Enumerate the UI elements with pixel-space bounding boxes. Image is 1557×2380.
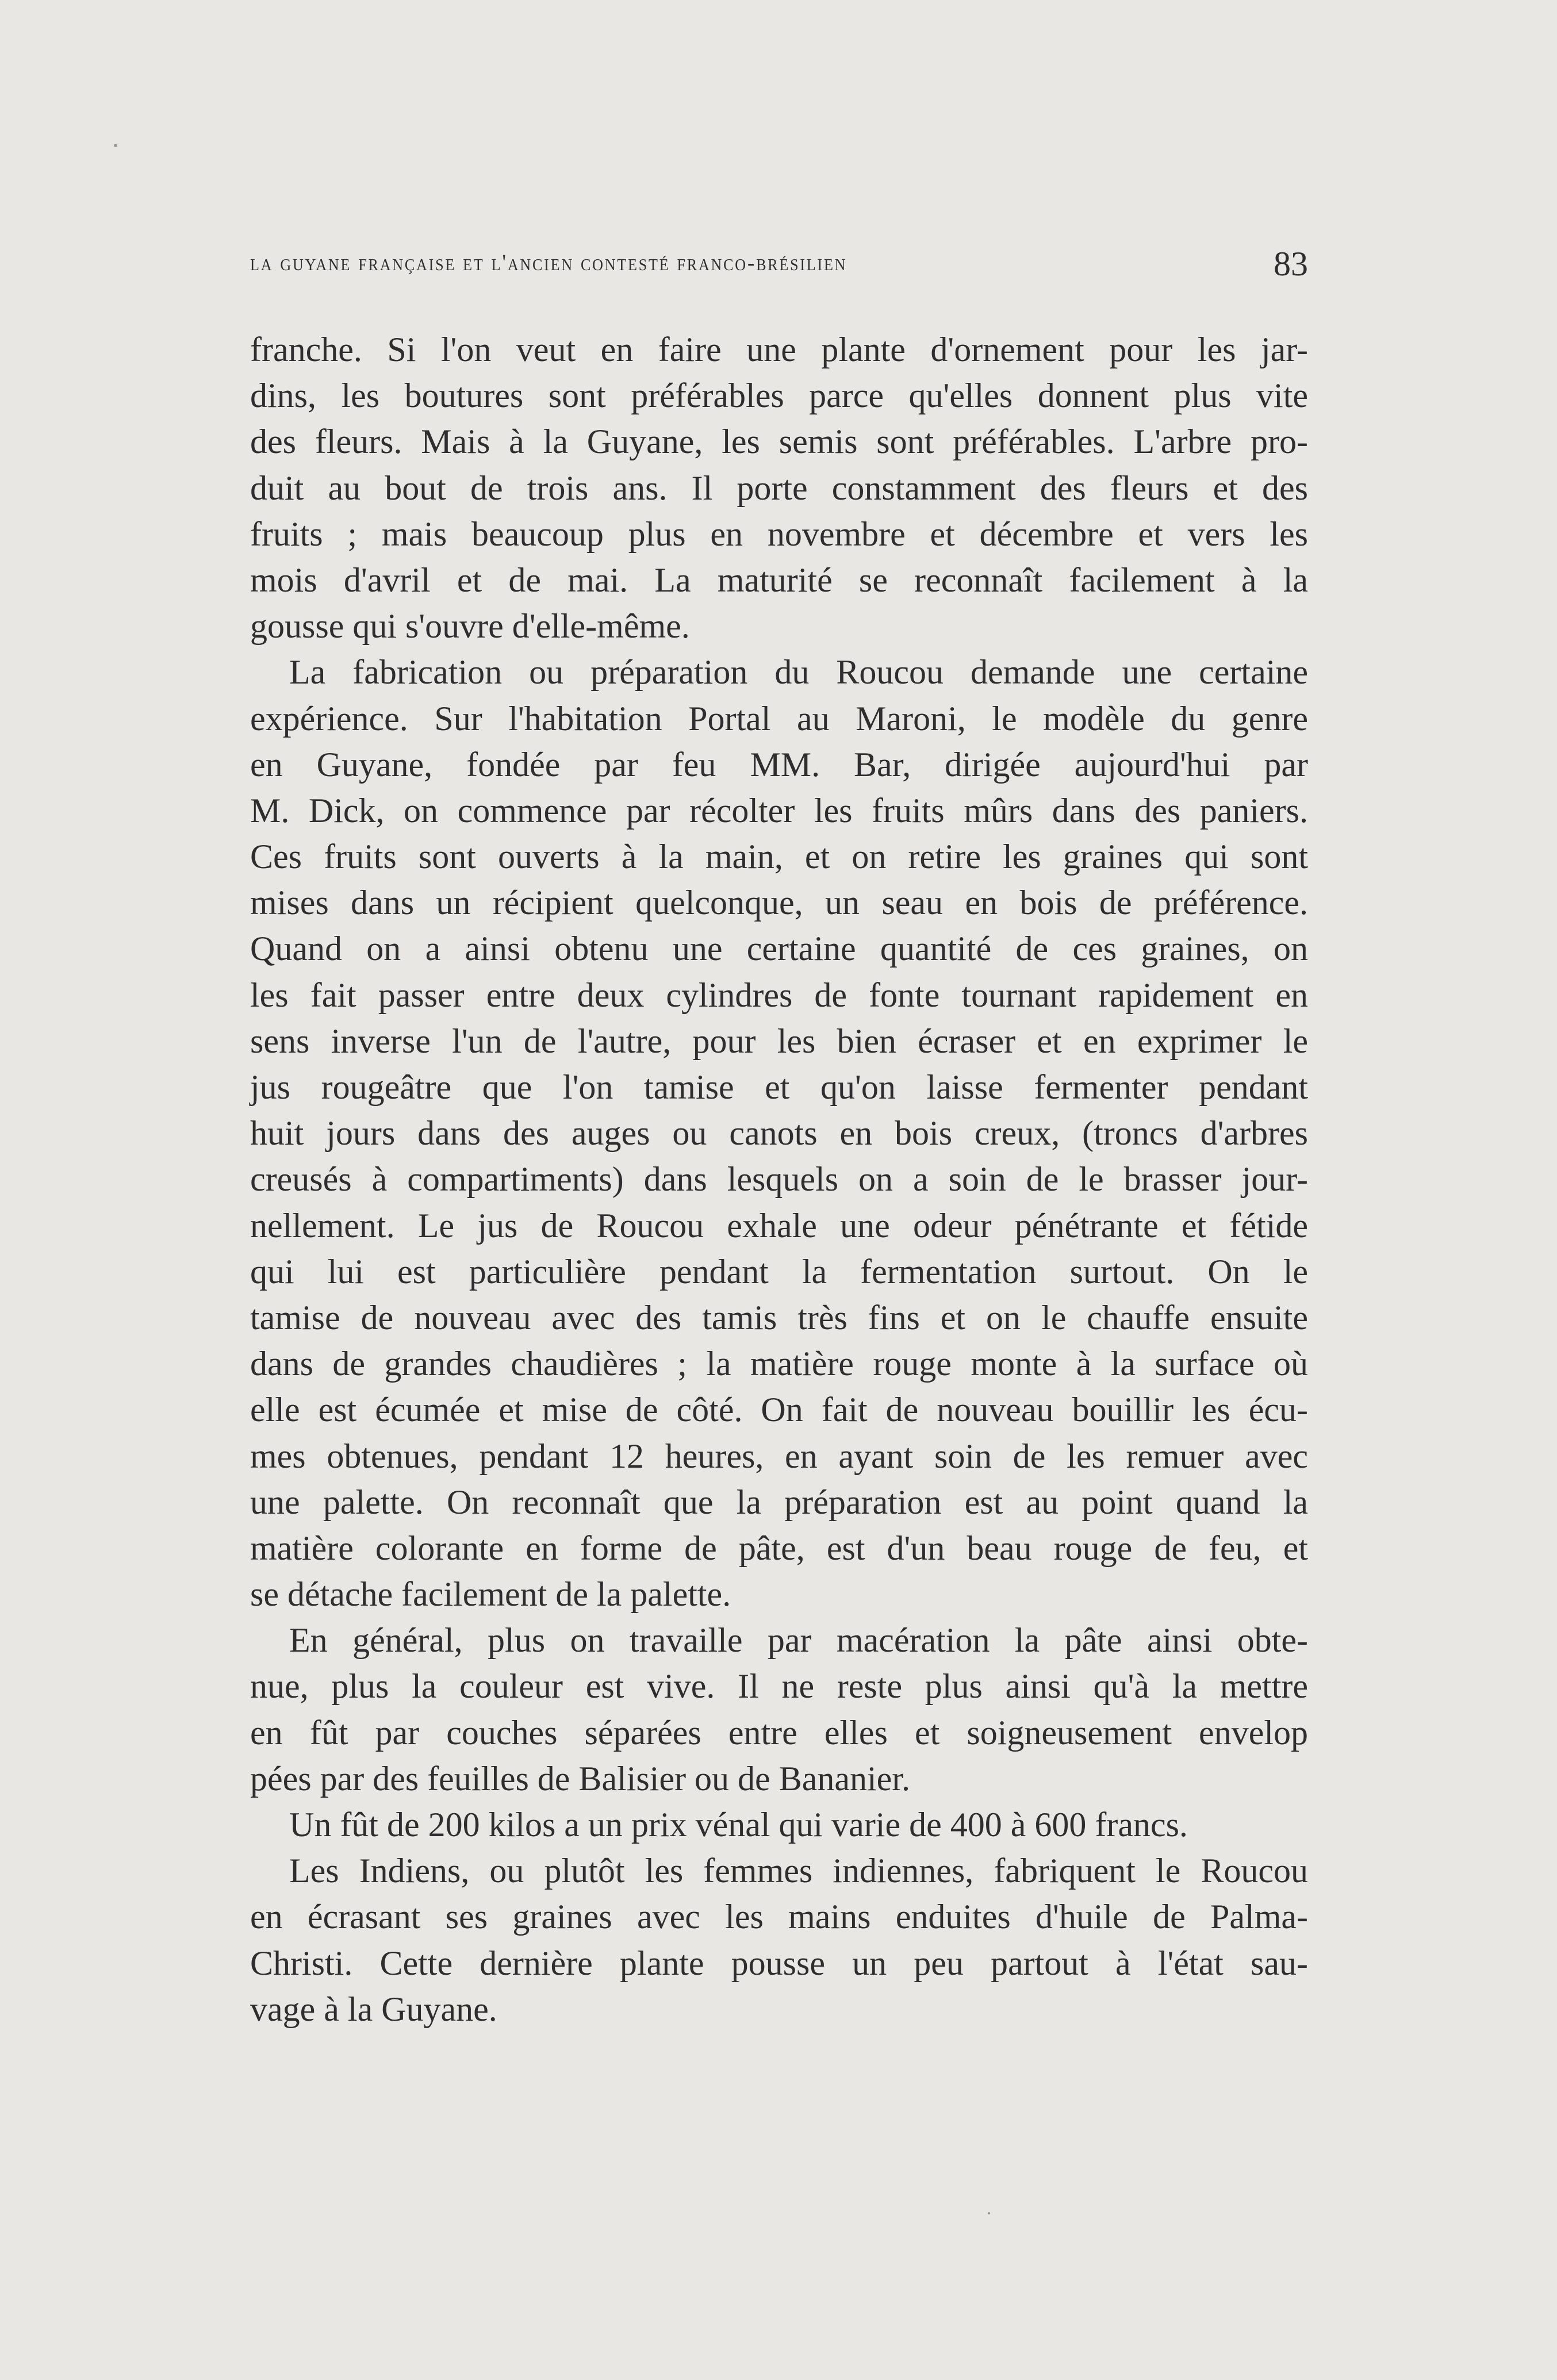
text-line: expérience. Sur l'habitation Portal au Maroni, le modèle du genre xyxy=(250,699,1308,738)
text-line: M. Dick, on commence par récolter les fruits mûrs dans des paniers. xyxy=(250,791,1308,830)
body-text xyxy=(250,327,1308,2032)
text-line: matière colorante en forme de pâte, est d'un beau rouge de feu, et xyxy=(250,1529,1308,1567)
text-line: duit au bout de trois ans. Il porte constamment des fleurs et des xyxy=(250,469,1308,507)
text-line: une palette. On reconnaît que la préparation est au point quand la xyxy=(250,1483,1308,1521)
text-line: huit jours dans des auges ou canots en bois creux, (troncs d'arbres xyxy=(250,1114,1308,1153)
text-line: en fût par couches séparées entre elles et soigneusement envelop xyxy=(250,1713,1308,1752)
text-line: dans de grandes chaudières ; la matière rouge monte à la surface où xyxy=(250,1345,1308,1383)
text-line: dins, les boutures sont préférables parce qu'elles donnent plus vite xyxy=(250,377,1308,415)
text-line: gousse qui s'ouvre d'elle-même. xyxy=(250,607,690,646)
text-line: vage à la Guyane. xyxy=(250,1990,497,2028)
text-line: sens inverse l'un de l'autre, pour les bien écraser et en exprimer le xyxy=(250,1022,1308,1060)
text-line: Christi. Cette dernière plante pousse un peu partout à l'état sau- xyxy=(250,1944,1308,1982)
text-line: se détache facilement de la palette. xyxy=(250,1575,731,1614)
text-line: Les Indiens, ou plutôt les femmes indiennes, fabriquent le Roucou xyxy=(289,1852,1308,1890)
text-line: Un fût de 200 kilos a un prix vénal qui varie de 400 à 600 francs. xyxy=(289,1806,1188,1844)
running-head xyxy=(250,244,1308,285)
text-line: pées par des feuilles de Balisier ou de Bananier. xyxy=(250,1759,910,1798)
running-title: la guyane française et l'ancien contesté franco-brésilien xyxy=(250,249,847,275)
text-line: nellement. Le jus de Roucou exhale une odeur pénétrante et fétide xyxy=(250,1206,1308,1245)
text-line: mes obtenues, pendant 12 heures, en ayant soin de les remuer avec xyxy=(250,1437,1308,1475)
text-line: elle est écumée et mise de côté. On fait de nouveau bouillir les écu- xyxy=(250,1391,1308,1429)
text-line: mises dans un récipient quelconque, un seau en bois de préférence. xyxy=(250,884,1308,922)
text-line: fruits ; mais beaucoup plus en novembre et décembre et vers les xyxy=(250,515,1308,553)
text-line: franche. Si l'on veut en faire une plante d'ornement pour les jar- xyxy=(250,331,1308,368)
text-line: en écrasant ses graines avec les mains enduites d'huile de Palma- xyxy=(250,1898,1308,1936)
text-line: Quand on a ainsi obtenu une certaine quantité de ces graines, on xyxy=(250,930,1308,968)
text-line: creusés à compartiments) dans lesquels on a soin de le brasser jour- xyxy=(250,1160,1308,1199)
text-line: les fait passer entre deux cylindres de fonte tournant rapidement en xyxy=(250,976,1308,1014)
text-line: Ces fruits sont ouverts à la main, et on retire les graines qui sont xyxy=(250,838,1308,876)
text-line: qui lui est particulière pendant la fermentation surtout. On le xyxy=(250,1252,1308,1291)
text-line: tamise de nouveau avec des tamis très fins et on le chauffe ensuite xyxy=(250,1298,1308,1337)
text-line: en Guyane, fondée par feu MM. Bar, dirigée aujourd'hui par xyxy=(250,745,1308,784)
text-line: mois d'avril et de mai. La maturité se reconnaît facilement à la xyxy=(250,561,1308,599)
paper-speck xyxy=(988,2212,990,2214)
text-line: nue, plus la couleur est vive. Il ne reste plus ainsi qu'à la mettre xyxy=(250,1667,1308,1706)
page-number: 83 xyxy=(1274,245,1308,283)
text-line: En général, plus on travaille par macération la pâte ainsi obte- xyxy=(289,1621,1308,1660)
text-line: jus rougeâtre que l'on tamise et qu'on laisse fermenter pendant xyxy=(250,1068,1308,1106)
text-line: des fleurs. Mais à la Guyane, les semis sont préférables. L'arbre pro- xyxy=(250,423,1308,461)
paper-speck xyxy=(114,144,117,147)
text-line: La fabrication ou préparation du Roucou demande une certaine xyxy=(289,653,1308,692)
